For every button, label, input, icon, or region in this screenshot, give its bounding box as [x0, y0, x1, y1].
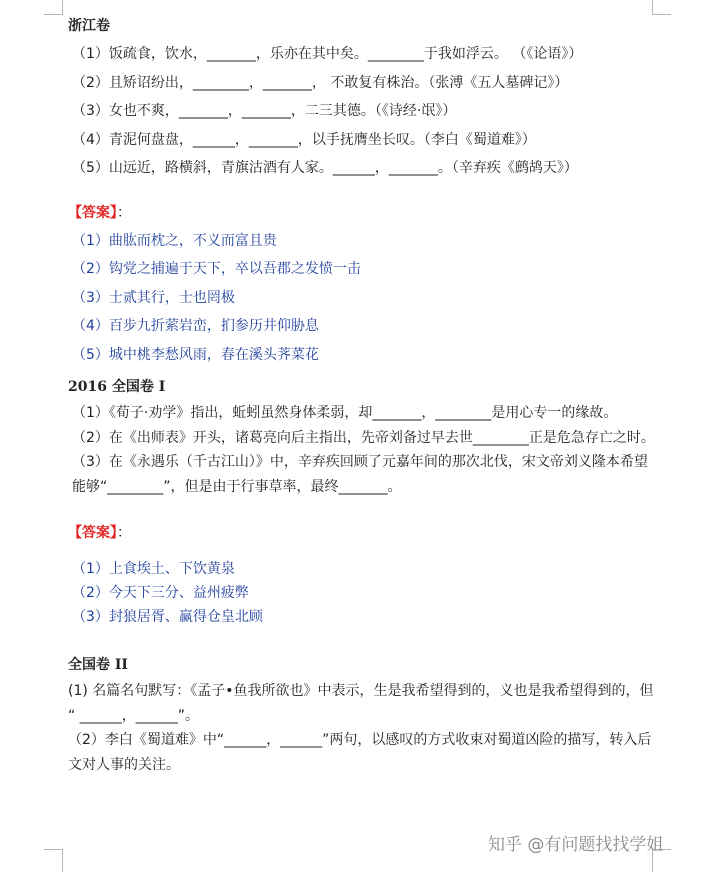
question-line: （3）在《永遇乐（千古江山）》中，辛弃疾回顾了元嘉年间的那次北伐，宋文帝刘义隆本希望能够“________”，但是由于行事草率，最终_______。 — [72, 454, 648, 495]
question-line: (1) 名篇名句默写：《孟子•鱼我所欲也》中表示，生是我希望得到的，义也是我希望得到的，但 “ ______，______”。 — [68, 683, 654, 724]
question-line: （5）山远近，路横斜，青旗沽酒有人家。______，_______。（辛弃疾《鹧鸪天》） — [72, 160, 578, 176]
document-body — [68, 12, 658, 777]
answer-line: （2）钩党之捕遍于天下，卒以吾郡之发愤一击 — [72, 261, 361, 277]
question-line: （3）女也不爽，_______，_______，二三其德。（《诗经·氓》） — [72, 103, 457, 119]
answer-line: （1）上食埃土、下饮黄泉 — [72, 561, 235, 577]
answer-line: （2）今天下三分、益州疲弊 — [72, 585, 249, 601]
question-line: （4）青泥何盘盘，______，_______，以手抚膺坐长叹。（李白《蜀道难》） — [72, 131, 536, 148]
answer-label — [68, 519, 658, 547]
section-heading: 2016 全国卷 I — [68, 379, 166, 395]
answer-line: （4）百步九折萦岩峦，扪参历井仰胁息 — [72, 318, 319, 334]
answer-label-colon: ： — [117, 525, 131, 541]
section-heading: 全国卷 II — [68, 657, 128, 673]
section-heading: 浙江卷 — [68, 18, 110, 34]
answer-line: （5）城中桃李愁风雨，春在溪头荠菜花 — [72, 346, 319, 363]
question-line: （2）李白《蜀道难》中“______，______”两句，以感叹的方式收束对蜀道凶险的描写，转入后文对人事的关注。 — [68, 732, 652, 773]
watermark-text: 知乎 @有问题找找学姐 — [488, 835, 664, 855]
answer-label-text: 【答案】 — [68, 525, 117, 541]
answer-line: （1）曲肱而枕之，不义而富且贵 — [72, 232, 277, 249]
question-line: （2）且矫诏纷出，________，_______， 不敢复有株治。（张溥《五人墓碑记》） — [72, 74, 569, 91]
answer-label-text: 【答案】 — [68, 204, 117, 221]
question-line: （1）《荀子·劝学》指出，蚯蚓虽然身体柔弱，却_______，________是用心专一的缘故。 — [72, 405, 618, 421]
page-corner-mark — [44, 0, 63, 15]
answer-label — [68, 199, 658, 227]
question-line: （1）饭疏食，饮水，_______，乐亦在其中矣。________于我如浮云。 （《论语》） — [72, 46, 583, 62]
page-corner-mark — [44, 849, 63, 872]
answer-label-colon: ： — [117, 204, 131, 221]
question-line: （2）在《出师表》开头，诸葛亮向后主指出，先帝刘备过早去世________正是危急存亡之时。 — [72, 429, 655, 446]
answer-line: （3）士贰其行，士也罔极 — [72, 289, 235, 306]
answer-line: （3）封狼居胥、赢得仓皇北顾 — [72, 609, 263, 625]
